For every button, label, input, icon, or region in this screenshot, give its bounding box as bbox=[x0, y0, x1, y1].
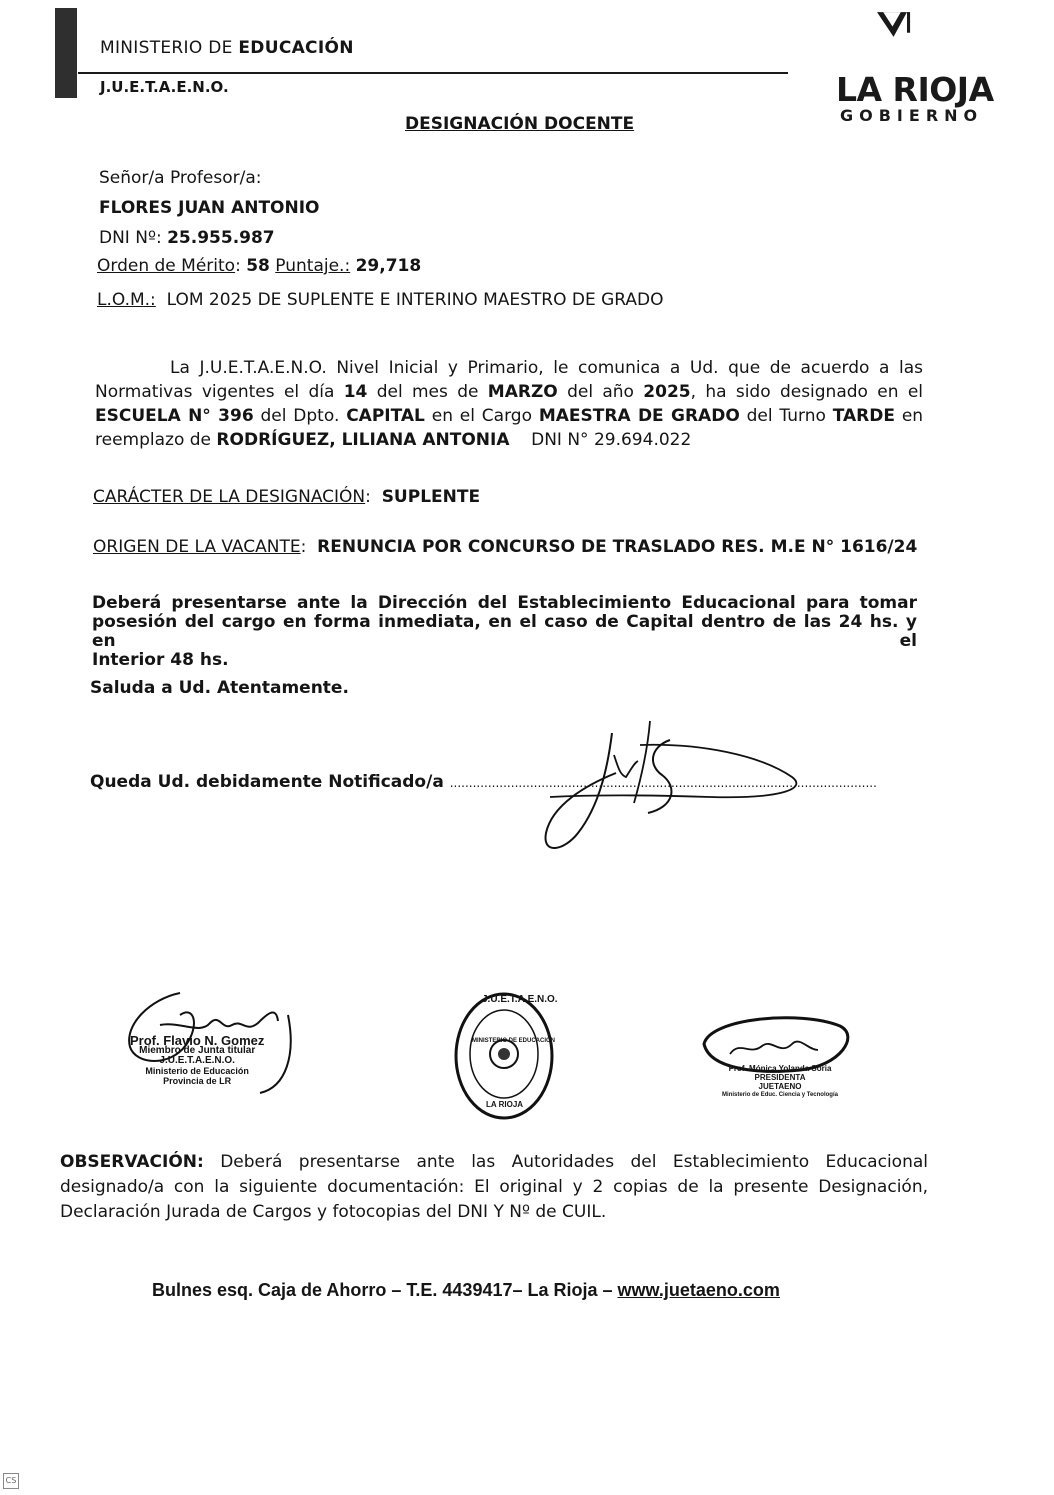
observation-line-1: OBSERVACIÓN: Deberá presentarse ante las Autoridades del Establecimiento Educacional bbox=[60, 1152, 928, 1172]
footer-website-link[interactable]: www.juetaeno.com bbox=[617, 1280, 780, 1300]
teacher-name: FLORES JUAN ANTONIO bbox=[99, 198, 320, 218]
right-signer-ministry: Ministerio de Educ. Ciencia y Tecnología bbox=[722, 1092, 838, 1098]
merit-line: Orden de Mérito: 58 Puntaje.: 29,718 bbox=[97, 256, 422, 276]
origin-label: ORIGEN DE LA VACANTE bbox=[93, 537, 301, 557]
closing-greeting: Saluda a Ud. Atentamente. bbox=[90, 678, 349, 698]
origin-line: ORIGEN DE LA VACANTE: RENUNCIA POR CONCURSO DE TRASLADO RES. M.E N° 1616/24 bbox=[93, 537, 918, 557]
instructions-line-3: Interior 48 hs. bbox=[92, 650, 229, 670]
dni-line bbox=[99, 228, 275, 248]
observation-line-2: designado/a con la siguiente documentación: El original y 2 copias de la presente Designación, bbox=[60, 1177, 928, 1197]
dni-label: DNI Nº: bbox=[99, 228, 162, 248]
header-left-bar bbox=[55, 8, 77, 98]
paragraph-line-3: ESCUELA N° 396 del Dpto. CAPITAL en el Cargo MAESTRA DE GRADO del Turno TARDE en bbox=[95, 406, 924, 426]
instructions-line-2: posesión del cargo en forma inmediata, en el caso de Capital dentro de las 24 hs. y en el bbox=[92, 612, 917, 651]
left-signer-name: Prof. Flavio N. Gomez bbox=[130, 1033, 265, 1048]
paragraph-line-1: La J.U.E.T.A.E.N.O. Nivel Inicial y Primario, le comunica a Ud. que de acuerdo a las bbox=[170, 358, 923, 378]
paragraph-line-4: reemplazo de RODRÍGUEZ, LILIANA ANTONIA DNI N° 29.694.022 bbox=[95, 430, 692, 450]
la-rioja-logo-icon bbox=[845, 10, 955, 72]
paragraph-line-2: Normativas vigentes el día 14 del mes de MARZO del año 2025, ha sido designado en el bbox=[95, 382, 924, 402]
right-signer-org: JUETAENO bbox=[758, 1082, 802, 1091]
logo-wordmark: LA RIOJA bbox=[836, 70, 994, 109]
seal-top-text: J.U.E.T.A.E.N.O. bbox=[482, 994, 558, 1005]
right-signer-role: PRESIDENTA bbox=[754, 1073, 806, 1082]
notified-signature-icon bbox=[530, 715, 810, 865]
right-signer-name: Prof. Mónica Yolanda Soria bbox=[728, 1064, 832, 1073]
origin-value: RENUNCIA POR CONCURSO DE TRASLADO RES. M.E N° 1616/24 bbox=[317, 537, 918, 557]
left-signer-role: Miembro de Junta titular bbox=[139, 1045, 256, 1056]
organization-name: J.U.E.T.A.E.N.O. bbox=[100, 78, 229, 96]
character-line: CARÁCTER DE LA DESIGNACIÓN: SUPLENTE bbox=[93, 487, 481, 507]
scanner-badge: CS bbox=[3, 1473, 19, 1489]
header-rule bbox=[78, 72, 788, 74]
signature-dotted-line: ................................................................................................................ bbox=[449, 776, 877, 790]
dni-value: 25.955.987 bbox=[167, 228, 275, 248]
ministry-name bbox=[100, 38, 354, 58]
left-signer-stamp bbox=[130, 1033, 265, 1086]
footer-contact bbox=[152, 1280, 780, 1301]
seal-bottom-text: LA RIOJA bbox=[486, 1100, 524, 1109]
lom-value: LOM 2025 DE SUPLENTE E INTERINO MAESTRO DE GRADO bbox=[166, 290, 664, 310]
character-label: CARÁCTER DE LA DESIGNACIÓN bbox=[93, 487, 366, 507]
observation-line-3: Declaración Jurada de Cargos y fotocopias del DNI Y Nº de CUIL. bbox=[60, 1202, 607, 1222]
observation-label: OBSERVACIÓN: bbox=[60, 1152, 204, 1172]
instructions-line-1: Deberá presentarse ante la Dirección del Establecimiento Educacional para tomar bbox=[92, 593, 917, 613]
ministry-area: EDUCACIÓN bbox=[238, 38, 354, 58]
ministry-prefix: MINISTERIO DE bbox=[100, 38, 233, 58]
lom-label: L.O.M.: bbox=[97, 290, 156, 310]
left-signer-province: Provincia de LR bbox=[163, 1076, 232, 1086]
character-value: SUPLENTE bbox=[381, 487, 481, 507]
salutation: Señor/a Profesor/a: bbox=[99, 168, 262, 188]
lom-line bbox=[97, 290, 664, 310]
logo-subtitle: GOBIERNO bbox=[840, 106, 984, 125]
merit-value: 58 bbox=[246, 256, 270, 276]
score-label: Puntaje.: bbox=[275, 256, 351, 276]
seal-ring-text: MINISTERIO DE EDUCACIÓN bbox=[472, 1038, 556, 1044]
right-signer-stamp bbox=[720, 1064, 840, 1100]
document-title: DESIGNACIÓN DOCENTE bbox=[405, 114, 635, 134]
merit-label: Orden de Mérito bbox=[97, 256, 236, 276]
footer-address: Bulnes esq. Caja de Ahorro – T.E. 4439417– La Rioja – bbox=[152, 1280, 613, 1300]
observation-paragraph bbox=[60, 1150, 928, 1225]
instructions-paragraph bbox=[92, 594, 917, 670]
left-signer-org: J.U.E.T.A.E.N.O. bbox=[159, 1055, 235, 1066]
notified-text: Queda Ud. debidamente Notificado/a bbox=[90, 772, 444, 792]
score-value: 29,718 bbox=[355, 256, 422, 276]
left-signer-ministry: Ministerio de Educación bbox=[145, 1066, 249, 1076]
designation-paragraph bbox=[95, 356, 923, 452]
